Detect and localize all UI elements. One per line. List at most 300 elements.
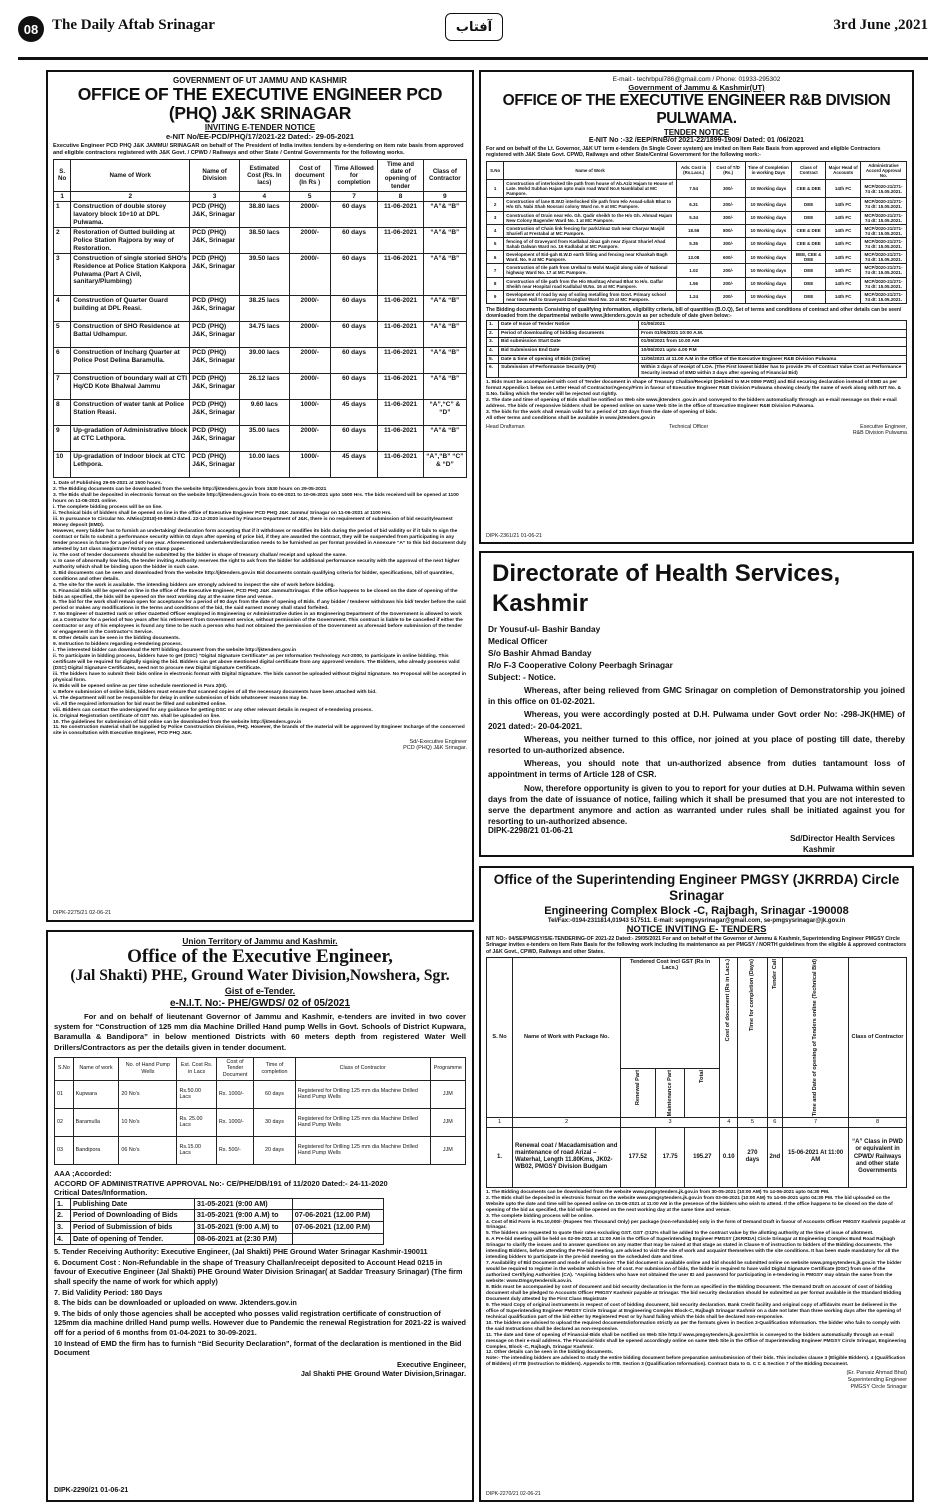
table-cell: 200/- [711,264,746,277]
table-cell: Renewal coat / Macadamisation and maintenance of road Arizal – Waterhal, Length 11.80Kms, JK02-WB02, PMGSY Division Budgam [513,1127,621,1187]
table-row [487,264,907,277]
table-cell: 9 [54,426,71,452]
table-cell: “A”,“C” & “D” [423,400,466,426]
table-cell: 800/- [711,224,746,237]
table-cell: “A”& “B” [423,348,466,374]
ad1-column-number: 9 [423,191,466,202]
table-cell: 11-06-2021 [378,254,423,296]
ad4-h-call-text: Tender Call [771,958,778,989]
table-row [54,322,467,348]
table-cell: 30 days [254,1108,296,1136]
table-cell: 200/- [711,198,746,211]
date-cell: Date of opening of Tender. [71,1233,195,1245]
table-cell: 01 [55,1080,74,1108]
ad3-address-line: Medical Officer [488,636,548,646]
table-cell: Restoration of Gutted building at Police Station Rajpora by way of Restoration. [71,228,190,254]
ad1-note-item: 7. No Engineer of Gazetted rank or other Gazetted Officer employed in Engineering or Administrative duties in an Engineering Department of the Government is allowed to work as a Contractor for a period of two years after his retirement from Government service, without permission of the Government. This contract is liable to be cancelled if either the contractor or any of his employees is found any time to be such a person who had not obtained the permission of the Government as aforesaid before submission of the tender or engagement in the Contractor’s Service. [53,612,463,636]
table-cell: DEE [791,264,826,277]
date-cell: 31-05-2021 (9:00 A.M) to [194,1221,292,1233]
table-cell: 11-06-2021 [378,228,423,254]
table-cell: 6 [487,251,504,264]
table-cell: 2000/- [289,254,330,296]
ad2-table-header [487,161,907,179]
table-cell: 5 [54,322,71,348]
table-cell: 1000/- [289,400,330,426]
table-cell: 06 No’s [119,1136,177,1164]
ad4-colnum: 3 [621,1118,720,1128]
table-cell: 2000/- [289,322,330,348]
ad4-sign-line2: Superintending Engineer [847,1376,907,1383]
ad4-dipk: DIPK-2270/21 02-06-21 [486,1491,541,1497]
table-cell: Construction of interlocked tile path from house of Ab.Aziz Hajam to House of Late. Mohd Subhan Hajam upto main road Ward No.6 Namblabal at MC Pampore. [504,180,677,198]
schedule-cell: Bid Submission End Date [499,347,639,356]
table-cell: Construction of SHO Residence at Battal Udhampur. [71,322,190,348]
ad1-sign-line2: PCD (PHQ) J&K Srinagar. [403,745,467,752]
ad1-column-number: 3 [190,191,240,202]
date-row [55,1210,384,1222]
ad2-sign-ee-line1: Executive Engineer, [860,424,907,431]
table-cell: Construction of Drain near H/o. Gh. Qadir sheikh to the H/o Gh. Ahmad Hajam New Colony Bagender Ward No. 1 at MC Pampore. [504,211,677,224]
ad2-intro: For and on behalf of the Lt. Governor, J&K UT term e-tenders (In Single Cover system) are invited on Item Rate Basis from approved and eligible Contractors registered with J&K State Govt. CPWD, Railways and other State/Central Government for the following work:- [486,146,881,159]
ad1-note-item: 1. Date of Publishing 29-05-2021 at 1500 hours. [53,481,162,487]
table-cell: 11-06-2021 [378,322,423,348]
table-cell: Construction of single storied SHO’s Residence at Police Station Kakpora Pulwama (Part A Civil, sanitary/Plumbing) [71,254,190,296]
ad2-column-header: Adv. Cost in (Rs.Lacs.) [676,161,711,179]
ad3-address-line: S/o Bashir Ahmad Banday [488,648,592,658]
ad1-column-number: 2 [71,191,190,202]
schedule-cell: 6. [487,364,499,378]
ad4-notes [486,1190,907,1369]
table-cell: 11-06-2021 [378,296,423,322]
ad1-note-item: v. Before submission of online bids, bidders must ensure that scanned copies of all the necessary documents have been attached with bid. [53,689,377,695]
schedule-cell: 2. [487,329,499,338]
table-cell: Kupwara [73,1080,119,1108]
ad1-signature [53,739,467,751]
table-cell: 60 days [330,228,378,254]
table-cell: 14th FC [826,198,861,211]
date-cell: Period of Downloading of Bids [71,1210,195,1222]
table-cell: Construction of boundary wall at CTI Hq/CD Kote Bhalwal Jammu [71,374,190,400]
ad5-nit: e-N.I.T. No:- PHE/GWDS/ 02 of 05/2021 [169,998,351,1009]
table-cell: 8 [487,277,504,290]
table-cell: 6 [54,348,71,374]
table-cell: PCD (PHQ) J&K, Srinagar [190,202,240,228]
ad3-address-line: R/o F-3 Cooperative Colony Peerbagh Srinagar [488,660,673,670]
ad5-column-header: Class of Contractor [295,1057,430,1080]
ad2-column-header: Major Head of Accounts [826,161,861,179]
date-cell: 2. [55,1210,71,1222]
table-row [55,1108,466,1136]
ad1-table-header [54,160,467,192]
ad1-note-item: However, every bidder has to furnish an undertaking/ declaration form accepting that if it withdraws or modifies its bids during the period of bid validity or if it fails to sign the contract or fails to submit a performance security within 03 days after opening of price bid, if they are awarded the contract, they will be suspended from participating in any tender process in future for a period of one year. Aforementioned undertaken/declaration needs to be furnished as per format provided in Annexure “A” to this bid document duly attested by 1st class magistrate / Notary on stamp paper. [53,529,467,552]
table-cell: DEE [791,198,826,211]
ad3-sign-line1: Sd/Director Health Services [790,834,895,844]
ad3-address [488,623,905,671]
ad4-colnum: 7 [783,1118,849,1128]
date-row [55,1233,384,1245]
ad5-item: 10 Instead of EMD the firm has to furnish “Bid Security Declaration”, format of the declaration is mentioned in the Bid Document [54,1338,462,1358]
table-cell: 10 Working days [745,224,791,237]
ad1-note-item: viii. Bidders can contact the undersigned for any guidance for getting DSC or any other relevant details in respect of e-tendering process. [53,707,373,713]
ad4-h-call [767,957,783,1117]
ad2-column-header: Time of Completion in working Days [745,161,791,179]
table-row [54,426,467,452]
ad2-note-item: 2. The date and time of opening of Bids shall be notified on Web site www.jktenders .gov.in and conveyed to the bidders automatically through an e-mail message on their e-mail address. The bids of responsive bidders shall be opened online on same Web Site in the office of Executive Engineer R&B Division Pulwama. [486,398,897,410]
ad4-note-item: 2. The Bids shall be deposited in electronic format on the website www.pmgsytenders.jk.gov.in from 03-06-2021 (10:00 AM) To 14-06-2021 upto 04:30 PM. The bid uploaded on the Website upto the date and time will be opened online on 15-06-2021 at 11:00 AM in the presence of the bidders who wish to attend. If the office happens to be closed on the date of opening of the bid as specified, the bid will be opened on the next working day at the same time and venue. [486,1195,893,1213]
table-cell: 11-06-2021 [378,452,423,478]
table-row [487,1127,907,1187]
ad4-note-item: 12. Other details can be seen in the bidding documents. [486,1350,614,1356]
table-cell: “A”,“B” “C” & “D” [423,452,466,478]
table-cell: 2000/- [289,202,330,228]
schedule-cell: Within 3 days of receipt of LOA. (The First lowest bidder has to provide 3% of Contract Value Cost as Performance Security instead of EMD within 3 days after opening of Financial Bid) [639,364,907,378]
table-cell: PCD (PHQ) J&K, Srinagar [190,400,240,426]
ad3-paragraph: Whereas, after being relieved from GMC Srinagar on completion of Demonstratorship you joined in this office on 01-02-2021. [488,686,905,707]
schedule-cell: 01/06/2021 from 10.00 AM [639,338,907,347]
ad1-note-item: 8. Other details can be seen in the bidding documents. [53,636,180,642]
table-row [487,277,907,290]
schedule-cell: Submission of Performance Security (PS) [499,364,639,378]
ad3-dipk: DIPK-2298/21 01-06-21 [488,826,573,835]
ad5-signature [54,1360,466,1379]
ad1-column-header: Estimated Cost (Rs. In lacs) [239,160,289,192]
table-cell: 38.50 lacs [239,228,289,254]
table-cell: 60 days [330,202,378,228]
ad2-schedule [486,320,907,378]
table-cell: Registered for Drilling 125 mm dia Machine Drilled Hand Pump Wells [295,1136,430,1164]
ad2-sign-ee-line2: R&B Division Pulwama [852,430,907,437]
table-cell: 300/- [711,211,746,224]
table-cell: 1.24 [676,290,711,303]
schedule-cell: 4. [487,347,499,356]
table-cell: 1. [487,1127,513,1187]
ad1-note-item: iii. In pursuance to Circular No. A/Misc(2018)-III-895/J dated. 22-12-2020 issued by Finance Department of J&K, there is no requirement of submission of bid security/earnest Money deposit (EMD). [53,517,453,529]
table-cell: CEE & DEE [791,180,826,198]
ad1-column-number: 4 [239,191,289,202]
ad4-h-sno: S. No [487,957,513,1117]
ad4-h-name: Name of Work with Package No. [513,957,621,1117]
ad3-sign-line2: Kashmir [802,845,835,855]
ad4-colnum: 1 [487,1118,513,1128]
ad1-note-item: 10. The guidelines for submission of bid online can be downloaded from the website http://jktenders.gov.in [53,719,302,725]
table-cell: 10 Working days [745,251,791,264]
ad2-sign-technical: Technical Officer [669,424,709,431]
ad4-sign-line1: (Er. Parvaiz Ahmad Bhat) [846,1370,907,1377]
table-cell: PCD (PHQ) J&K, Srinagar [190,374,240,400]
table-cell: 600/- [711,251,746,264]
ad1-note-item: v. In case of abnormally low bids, the tender inviting Authority reserves the right to ask from the bidder for additional performance security with the approval of the next higher Authority which shall be binding upon the bidder in such case. [53,558,460,570]
table-cell: 60 days [330,254,378,296]
date-cell: 07-06-2021 (12.00 P.M) [292,1210,383,1222]
table-cell: Rs.50.00 Lacs [177,1080,216,1108]
ad1-table [53,159,467,478]
table-cell: MCP/2020-21/271-74 dt: 15.05.2021. [860,264,906,277]
table-cell: 2000/- [289,426,330,452]
ad5-column-header: Time of completion [254,1057,296,1080]
ad4-note-item: 7. Availability of Bid Document and mode of submission: The bid document is available online and bid should be submitted online on website www.pmgsytenders.jk.gov.in The bidder would be required to register in the website which is free of cost. For submission of bids, the bidder is required to have valid Digital Signature Certificate (DSC) from one of the authorized Certifying Authorities (CA). “Aspiring bidders who have not obtained the user ID and password for participating in e-tendering in PMGSY may obtain the same from the website: www.Dmgsytendersik.aov.in. [486,1261,902,1285]
ad5-items [54,1247,466,1358]
ad5-column-header: Cost of Tender Document [216,1057,253,1080]
table-cell: “A”& “B” [423,228,466,254]
table-cell: 15-06-2021 At 11:00 AM [783,1127,849,1187]
table-cell: 14th FC [826,251,861,264]
ad5-dipk: DIPK-2290/21 01-06-21 [54,1487,129,1494]
table-cell: 13.08 [676,251,711,264]
table-cell: 10 Working days [745,198,791,211]
ad4-contact: Tel/Fax:-0194-2311814,01943 517511. E-mail: sepmgsysrinagar@gmail.com, se-pmgsysrinagar@jk.gov.in [547,918,846,924]
ad5-column-header: No. of Hand Pump Wells [119,1057,177,1080]
table-cell: 9.60 lacs [239,400,289,426]
ad1-column-header: Class of Contractor [423,160,466,192]
table-cell: 7 [54,374,71,400]
ad-health-services [479,551,914,857]
table-cell: Registered for Drilling 125 mm dia Machine Drilled Hand Pump Wells [295,1108,430,1136]
table-cell: Up-gradation of Indoor block at CTC Lethpora. [71,452,190,478]
table-cell: Registered for Drilling 125 mm dia Machine Drilled Hand Pump Wells [295,1080,430,1108]
ad2-note-item: 3. The bids for the work shall remain valid for a period of 120 days from the date of opening of bids. [486,410,717,416]
ad5-sign-line1: Executive Engineer, [397,1359,466,1369]
table-cell: 10 Working days [745,290,791,303]
table-cell: 200/- [711,277,746,290]
table-cell: fencing of of Graveyard from Kadlabal Jinaz gah near Ziyarat Sharief Ahad Sahab Dalwan Ward no. 16 Kadlabal at MC Pampore. [504,237,677,250]
table-row [487,237,907,250]
table-cell: MCP/2020-21/271-74 dt: 15.05.2021. [860,180,906,198]
ad4-h-renewal [621,1068,656,1117]
ad4-address: Engineering Complex Block -C, Rajbagh, Srinagar -190008 [544,905,849,917]
paper-name: The Daily Aftab Srinagar [52,17,215,33]
ad5-item: 5. Tender Receiving Authority: Executive Engineer, (Jal Shakti) PHE Ground Water Srinagar Kashmir-190011 [54,1247,428,1257]
ad4-colnum: 2 [513,1118,621,1128]
ad1-column-header: Time Allowed for completion [330,160,378,192]
table-cell: 10 No’s [119,1108,177,1136]
ad4-note-item: 6. A Pre-bid meeting will be held on 02-06-2021 at 11:00 AM in the Office of Superintending Engineer PMGSY (JKRRDA) Circle Srinagar at Engineering Complex Bund Road Rajbagh Srinagar to clarify the issues and to answer questions on any matter that may be raised at that stage as stated in Clause 9 of instruction to bidders of the Bidding documents. The intending Bidders, before attending the Pre-bid meeting, are advised to visit the site of work and acquaint themselves with the site conditions. It has been made mandatory for all the intending bidders to participate in the pre-bid meeting on the scheduled date and time. [486,1237,899,1261]
table-cell: MCP/2020-21/271-74 dt: 15.05.2021. [860,211,906,224]
table-row [487,290,907,303]
ad5-column-header: S.No [55,1057,74,1080]
ad4-colnum: 4 [720,1118,738,1128]
schedule-row [487,347,907,356]
ad1-note-item: iv. Bids will be opened online as per time schedule mentioned in Para 2(III). [53,683,228,689]
table-row [487,180,907,198]
table-cell: Rs.15.00 Lacs [177,1136,216,1164]
ad3-body [488,685,905,827]
ad1-note-item: 3. Bid documents can be seen and downloaded from the website http://jktenders.gov.in Bid documents contain qualifying criteria for bidder, specifications, bill of quantities, conditions and other details. [53,570,454,582]
ad1-note-item: iii. The bidders have to submit their bids online in electronic format with Digital Signature. The bids cannot be uploaded without Digital Signature. No Proposal will be accepted in physical form. [53,671,467,683]
ad4-h-doc-text: Cost of document (Rs in Lacs.) [725,958,732,1042]
table-cell: PCD (PHQ) J&K, Srinagar [190,254,240,296]
schedule-cell: Bid submission Start Date [499,338,639,347]
table-cell: 39.00 lacs [239,348,289,374]
table-cell: 35.00 lacs [239,426,289,452]
table-cell: PCD (PHQ) J&K, Srinagar [190,452,240,478]
ad5-item: 9. The bids of only those agencies shall be accepted who posses valid registration certificate of construction of 125mm dia machine drilled Hand pump wells. However due to Pandemic the renewal Registration for 2021-22 is waived off for a period of 6 months from 01-04-2021 to 30-09-2021. [54,1308,466,1337]
schedule-cell: Date of Issue of Tender Notice [499,321,639,330]
table-cell: Up-gradation of Administrative block at CTC Lethpora. [71,426,190,452]
table-cell: 2 [54,228,71,254]
ad5-table-body [55,1080,466,1164]
table-row [54,348,467,374]
table-cell: CEE & DEE [791,224,826,237]
table-cell: 3 [54,254,71,296]
schedule-cell: 01/06/2021 [639,321,907,330]
schedule-cell: 5. [487,355,499,364]
ad4-table-header [487,957,907,1068]
table-row [487,224,907,237]
ad5-column-header: Est. Cost Rs. in Lacs [177,1057,216,1080]
ad2-dipk: DIPK-2361/21 01-06-21 [486,533,542,539]
ad1-note-item: 2. The Bidding documents can be downloaded from the website http://jktenders.gov.in from 1530 hours on 29-05-2021 [53,487,327,493]
date-cell: 4. [55,1233,71,1245]
table-cell: DEE [791,290,826,303]
ad5-title1: Office of the Executive Engineer, [127,946,393,967]
table-cell: 60 days [330,374,378,400]
table-cell: DEE [791,211,826,224]
table-row [55,1136,466,1164]
table-row [487,211,907,224]
ad1-note-item: 5. Financial Bids will be opened on line in the office of the Executive Engineer, PCD PHQ J&K Jammu/Srinagar. If the office happens to be closed on the date of opening of the bids as specified, the bids will be opened on the next working day at the same time and venue. [53,588,458,600]
table-cell: 2000/- [289,228,330,254]
table-cell: MCP/2020-21/271-74 dt: 15.05.2021. [860,277,906,290]
table-cell: 60 days [254,1080,296,1108]
table-cell: 1.02 [676,264,711,277]
schedule-cell: 3. [487,338,499,347]
table-cell: “A”& “B” [423,374,466,400]
ad1-table-col-numbers [54,191,467,202]
table-cell: PCD (PHQ) J&K, Srinagar [190,296,240,322]
ad2-column-header: Cost of T/D (Rs.) [711,161,746,179]
ad5-title2: (Jal Shakti) PHE, Ground Water Division,Nowshera, Sgr. [70,967,450,984]
ad4-h-renewal-text: Renewal Part [634,1069,641,1105]
table-cell: 5 [487,237,504,250]
table-cell: 2000/- [289,374,330,400]
ad2-table-body [487,180,907,304]
table-cell: “A”& “B” [423,322,466,348]
ad3-paragraph: Now, therefore opportunity is given to you to report for your duties at D.H. Pulwama within seven days from the date of issuance of notice, failing which it shall be presumed that you are not interested to serve the department anymore and action as warranted under rules shall be initiated against you for resorting to un-authorized absence. [488,783,905,827]
ad4-note-item: 11. The date and time of opening of Financial-Bids shall be notified on Web Site http:// www.pmgsytenders.jk.gov.inThis is conveyed to the bidders automatically through an e-mail message on their e-mail address. The Financial-bids shall be opened accordingly online on same Web Site in the Office of Superintending Engineer PMGSY Circle Srinagar, Engineering Complex, Block -C, Rajbagh, Srinagar Kashmir. [486,1332,907,1350]
table-cell: Construction of tile path from the H/o Mushtaq Ahmad Bhat to H/o. Gaffar Sheikh near Hospital road Kadlabal W.No. 16 at MC Pampore. [504,277,677,290]
ad2-schedule-body [487,321,907,378]
table-cell: Construction of tile path from Urelbal to Molvi Masjid along side of National highway Ward No. 17 at MC Pampore. [504,264,677,277]
ad1-note-item: 4. The site for the work is available. The intending bidders are strongly advised to inspect the site of work before bidding. [53,582,335,588]
ad3-paragraph: Whereas, you should note that un-authorized absence from duties tantamount loss of appointment in terms of Article 128 of CSR. [488,759,905,780]
ad2-signatures [486,424,907,436]
table-cell: 20 No’s [119,1080,177,1108]
table-cell: 10 [54,452,71,478]
table-cell: MCP/2020-21/271-74 dt: 15.05.2021. [860,251,906,264]
table-cell: 39.50 lacs [239,254,289,296]
table-cell: PCD (PHQ) J&K, Srinagar [190,426,240,452]
ad1-note-item: i. The complete bidding process will be on line. [53,505,163,511]
ad5-accord: ACCORD OF ADMINISTRATIVE APPROVAL No:- CE/PHE/DB/191 of 11/2020 Dated:- 24-11-2020 [54,1178,388,1188]
table-cell: 0.10 [720,1127,738,1187]
table-cell: “A” Class in PWD or equivalent in CPWD/ Railways and other state Governments [849,1127,907,1187]
ad2-column-header: Administrative Accord Approval No. [860,161,906,179]
ad1-column-header: Name of Division [190,160,240,192]
ad4-table [486,957,907,1188]
table-cell: Construction of Quarter Guard building at DPL Reasi. [71,296,190,322]
ad1-nit: e-NIT No/EE-PCD/PHQ/17/2021-22 Dated:- 29-05-2021 [166,132,354,141]
date-cell: Publishing Date [71,1198,195,1210]
ad4-note-item: 10. The bidders are advised to upload the required documents/information strictly as per the formats given in Section 3-Qualification Information. The bidder who fails to comply with the said Instructions shall be declared as non-responsive. [486,1320,900,1332]
ad1-note-item: vii. All the required information for bid must be filled and submitted online. [53,701,227,707]
ad2-gov: Government of Jammu & Kashmir(UT) [628,83,765,92]
table-cell: 10.00 lacs [239,452,289,478]
ad1-gov: GOVERNMENT OF UT JAMMU AND KASHMIR [173,76,347,85]
table-row [54,254,467,296]
ad4-note-item: 5. The bidders are requested to quote their rates excluding GST. GST @12% shall be added to the contract value by the allotting authority at the time of issue of allotment. [486,1231,874,1237]
table-cell: 11-06-2021 [378,426,423,452]
ad1-column-number: 7 [330,191,378,202]
table-cell: 2000/- [289,348,330,374]
table-cell: 10 Working days [745,237,791,250]
ad4-note-item: Note:- The intending bidders are advised to study the entire bidding document before preparation am/submission of their bids. This includes clause 3 (Eligible Bidders). 4 (Qualification of Bidders) of ITB (Instruction to Bidders). Appendix to ITB. Section 3 (Qualification Information). Contract Data to G. C C & Section 7 of the Bidding Document. [486,1356,906,1368]
table-cell: Construction of water tank at Police Station Reasi. [71,400,190,426]
table-cell: 14th FC [826,237,861,250]
table-cell: Rs. 1000/- [216,1108,253,1136]
table-cell: 03 [55,1136,74,1164]
table-row [54,296,467,322]
date-row [55,1198,384,1210]
ad3-subject: Subject: - Notice. [488,672,556,682]
table-cell: 60 days [330,296,378,322]
ad4-h-total-text: Total [699,1069,705,1083]
table-cell: 45 days [330,400,378,426]
table-cell: Development of road by way of soling metalling from Govt. Primary school near town Hall to Graveyard Drangbal Ward No. 10 at MC Pampore. [504,290,677,303]
ad5-item: 6. Document Cost : Non-Refundable in the shape of Treasury Challan/receipt deposited to Account Head 0215 in favour of Executive Engineer (Jal Shakti) PHE Ground Water Division Srinagar( at Saddar Treasury Srinagar) (The firm shall specify the name of work for which apply) [54,1257,463,1286]
ad5-table-header [55,1057,466,1080]
ad1-note-item: i. The interested bidder can download the NIT/ bidding document from the website http://jktenders.gov.in [53,648,297,654]
table-cell: 2 [487,198,504,211]
ad1-note-item: 6. The bid for the work shall remain open for acceptance for a period of 90 days from the date of opening of Bids. If any bidder / tenderer withdraws his bid/ tender before the said period or makes any modifications in the terms and conditions of the bid, the said earnest money shall stand forfeited. [53,600,466,612]
table-cell: Baramulla [73,1108,119,1136]
ad1-column-number: 1 [54,191,71,202]
ad3-title: Directorate of Health Services, Kashmir [492,560,841,617]
ad1-table-body [54,202,467,478]
ad1-column-header: Cost of document (In Rs ) [289,160,330,192]
table-cell: 11-06-2021 [378,374,423,400]
table-cell: 14th FC [826,224,861,237]
ad4-note-item: 4. Cost of Bid Form is Rs.10,000/- (Rupees Ten Thousand Only) per package (non-refundable) only in the form of Demand Draft in favour of Accounts Officer PMGSY Kashmir payable at Srinagar. [486,1219,906,1231]
publication-date: 3rd June ,2021 [833,17,928,33]
table-cell: Construction of double storey lavatory block 10+10 at DPL Pulwama. [71,202,190,228]
ad4-h-total [685,1068,720,1117]
table-cell: 14th FC [826,211,861,224]
table-cell: 200/- [711,290,746,303]
ad4-h-open [783,957,849,1117]
table-row [487,198,907,211]
table-cell: Construction of Chain link fencing for park/Jinaz Gah near Charyar Masjid Shariefi at Frestabal at MC Pampore. [504,224,677,237]
ad5-dates-body [55,1198,384,1244]
ad1-column-number: 5 [289,191,330,202]
table-cell: Construction of lane B.W.D interlocked tile path from H/o Assad-ullah Bhat to H/o Gh. Nabi Shah Noorani colony Ward no. 9 at MC Pampore. [504,198,677,211]
schedule-cell: Period of downloading of bidding documents [499,329,639,338]
date-cell [292,1233,383,1245]
table-cell: 60 days [330,348,378,374]
ad1-intro: Executive Engineer PCD PHQ J&K JAMMU/ SRINAGAR on behalf of The President of India invites tenders by e-tendering on item rate basis from approved and eligible contractors registered with J&K Govt. / CPWD / Railways and other State / Central Governments for the following works. [53,143,464,156]
ad3-paragraph: Whereas, you were accordingly posted at D.H. Pulwama under Govt order No: -298-JK(HME) of 2021 dated:- 20-04-2021. [488,710,905,731]
table-cell: Bandipora [73,1136,119,1164]
table-cell: 60 days [330,426,378,452]
ad1-title: OFFICE OF THE EXECUTIVE ENGINEER PCD (PHQ) J&K SRINAGAR [77,84,443,123]
ad1-column-number: 8 [378,191,423,202]
ad1-note-item: ix. Original Registration certificate of GST No. shall be uploaded on line. [53,713,221,719]
ad1-note-item: 11. No construction material shall be supplied by Police Construction Division, PHQ. However, the brands of the material will be approved by Engineer Incharge of the concerned site in consultation with Executive Engineer, PCD PHQ J&K. [53,725,465,737]
ad2-column-header: Class of Contract [791,161,826,179]
ad4-h-time-text: Time for completion (Days) [749,958,756,1031]
ad2-subtitle: TENDER NOTICE [663,128,730,137]
table-cell: PCD (PHQ) J&K, Srinagar [190,322,240,348]
schedule-row [487,329,907,338]
